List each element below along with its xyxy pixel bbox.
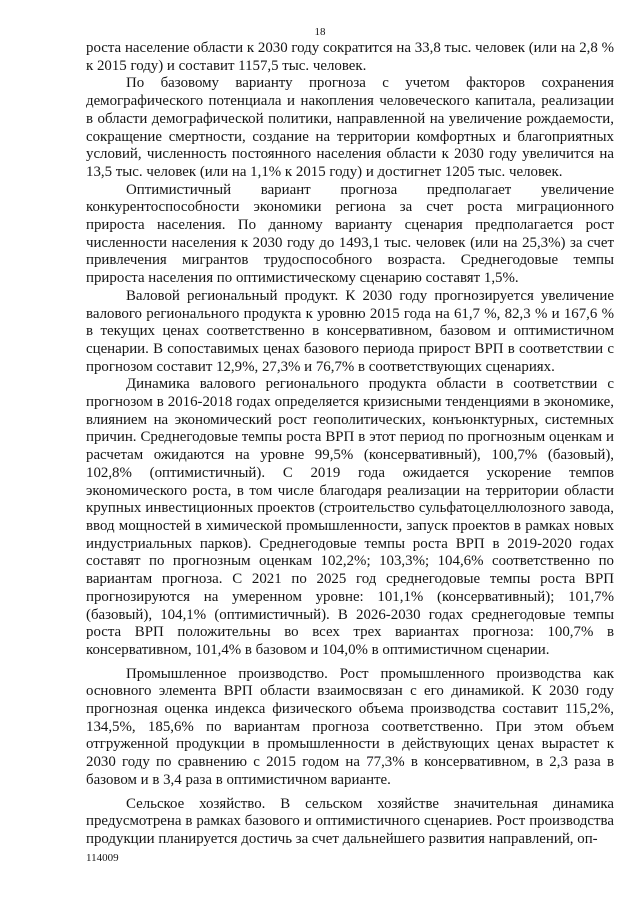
paragraph-grp-dynamics: Динамика валового регионального продукта области в соответствии с прогнозом в 2016-2018 годах определяется кризисными тенденциями в экономике, влиянием на экономический рост геополитических, конъюнктурных, системных причин. Среднегодовые темпы роста ВРП в этот период по прогнозным оценкам и расчетам ожидаются на уровне 99,5% (консервативный), 100,7% (базовый), 102,8% (оптимистичный). С 2019 года ожидается ускорение темпов экономического роста, в том числе благодаря реализации на территории области крупных инвестиционных проектов (строительство сульфатоцеллюлозного завода, ввод мощностей в химической промышленности, запуск проектов в рамках новых индустриальных парков). Среднегодовые темпы роста ВРП в 2019-2020 годах составят по прогнозным оценкам 102,2%; 103,3%; 104,6% соответственно по вариантам прогноза. С 2021 по 2025 год среднегодовые темпы роста ВРП прогнозируются на умеренном уровне: 101,1% (консервативный); 101,7% (базовый), 104,1% (оптимистичный). В 2026-2030 годах среднегодовые темпы роста ВРП положительны во всех трех вариантах прогноза: 100,7% в консервативном, 101,4% в базовом и 104,0% в оптимистичном сценарии. (86, 376, 614, 658)
paragraph-population-optimistic: Оптимистичный вариант прогноза предполагает увеличение конкурентоспособности экономики региона за счет роста миграционного прироста населения. По данному варианту сценария предполагается рост численности населения к 2030 году до 1493,1 тыс. человек (или на 25,3%) за счет привлечения мигрантов трудоспособного возраста. Среднегодовые темпы прироста населения по оптимистическому сценарию составят 1,5%. (86, 181, 614, 287)
document-body (86, 40, 614, 849)
paragraph-population-conservative: роста население области к 2030 году сократится на 33,8 тыс. человек (или на 2,8 % к 2015 году) и составит 1157,5 тыс. человек. (86, 40, 614, 74)
paragraph-industry: Промышленное производство. Рост промышленного производства как основного элемента ВРП области взаимосвязан с его динамикой. К 2030 году прогнозная оценка индекса физического объема производства составит 115,2%, 134,5%, 185,6% по вариантам прогноза соответственно. При этом объем отгруженной продукции в промышленности в действующих ценах вырастет к 2030 году по сравнению с 2015 годом на 77,3% в консервативном, в 2,3 раза в базовом и в 3,4 раза в оптимистичном варианте. (86, 665, 614, 788)
paragraph-population-base: По базовому варианту прогноза с учетом факторов сохранения демографического потенциала и накопления человеческого капитала, реализации в области демографической политики, направленной на увеличение рождаемости, сокращение смертности, создание на территории комфортных и благоприятных условий, численность постоянного населения области к 2030 году увеличится на 13,5 тыс. человек (или на 1,1% к 2015 году) и достигнет 1205 тыс. человек. (86, 75, 614, 180)
document-code: 114009 (86, 852, 119, 864)
paragraph-agriculture: Сельское хозяйство. В сельском хозяйстве значительная динамика предусмотрена в рамках базового и оптимистичного сценариев. Рост производства продукции планируется достичь за счет дальнейшего развития направлений, оп- (86, 795, 614, 847)
page-number: 18 (314, 26, 326, 38)
paragraph-grp: Валовой региональный продукт. К 2030 году прогнозируется увеличение валового регионального продукта к уровню 2015 года на 61,7 %, 82,3 % и 167,6 % в текущих ценах соответственно в консервативном, базовом и оптимистичном сценарии. В сопоставимых ценах базового периода прирост ВРП в соответствии с прогнозом составит 12,9%, 27,3% и 76,7% в соответствующих сценариях. (86, 287, 614, 375)
